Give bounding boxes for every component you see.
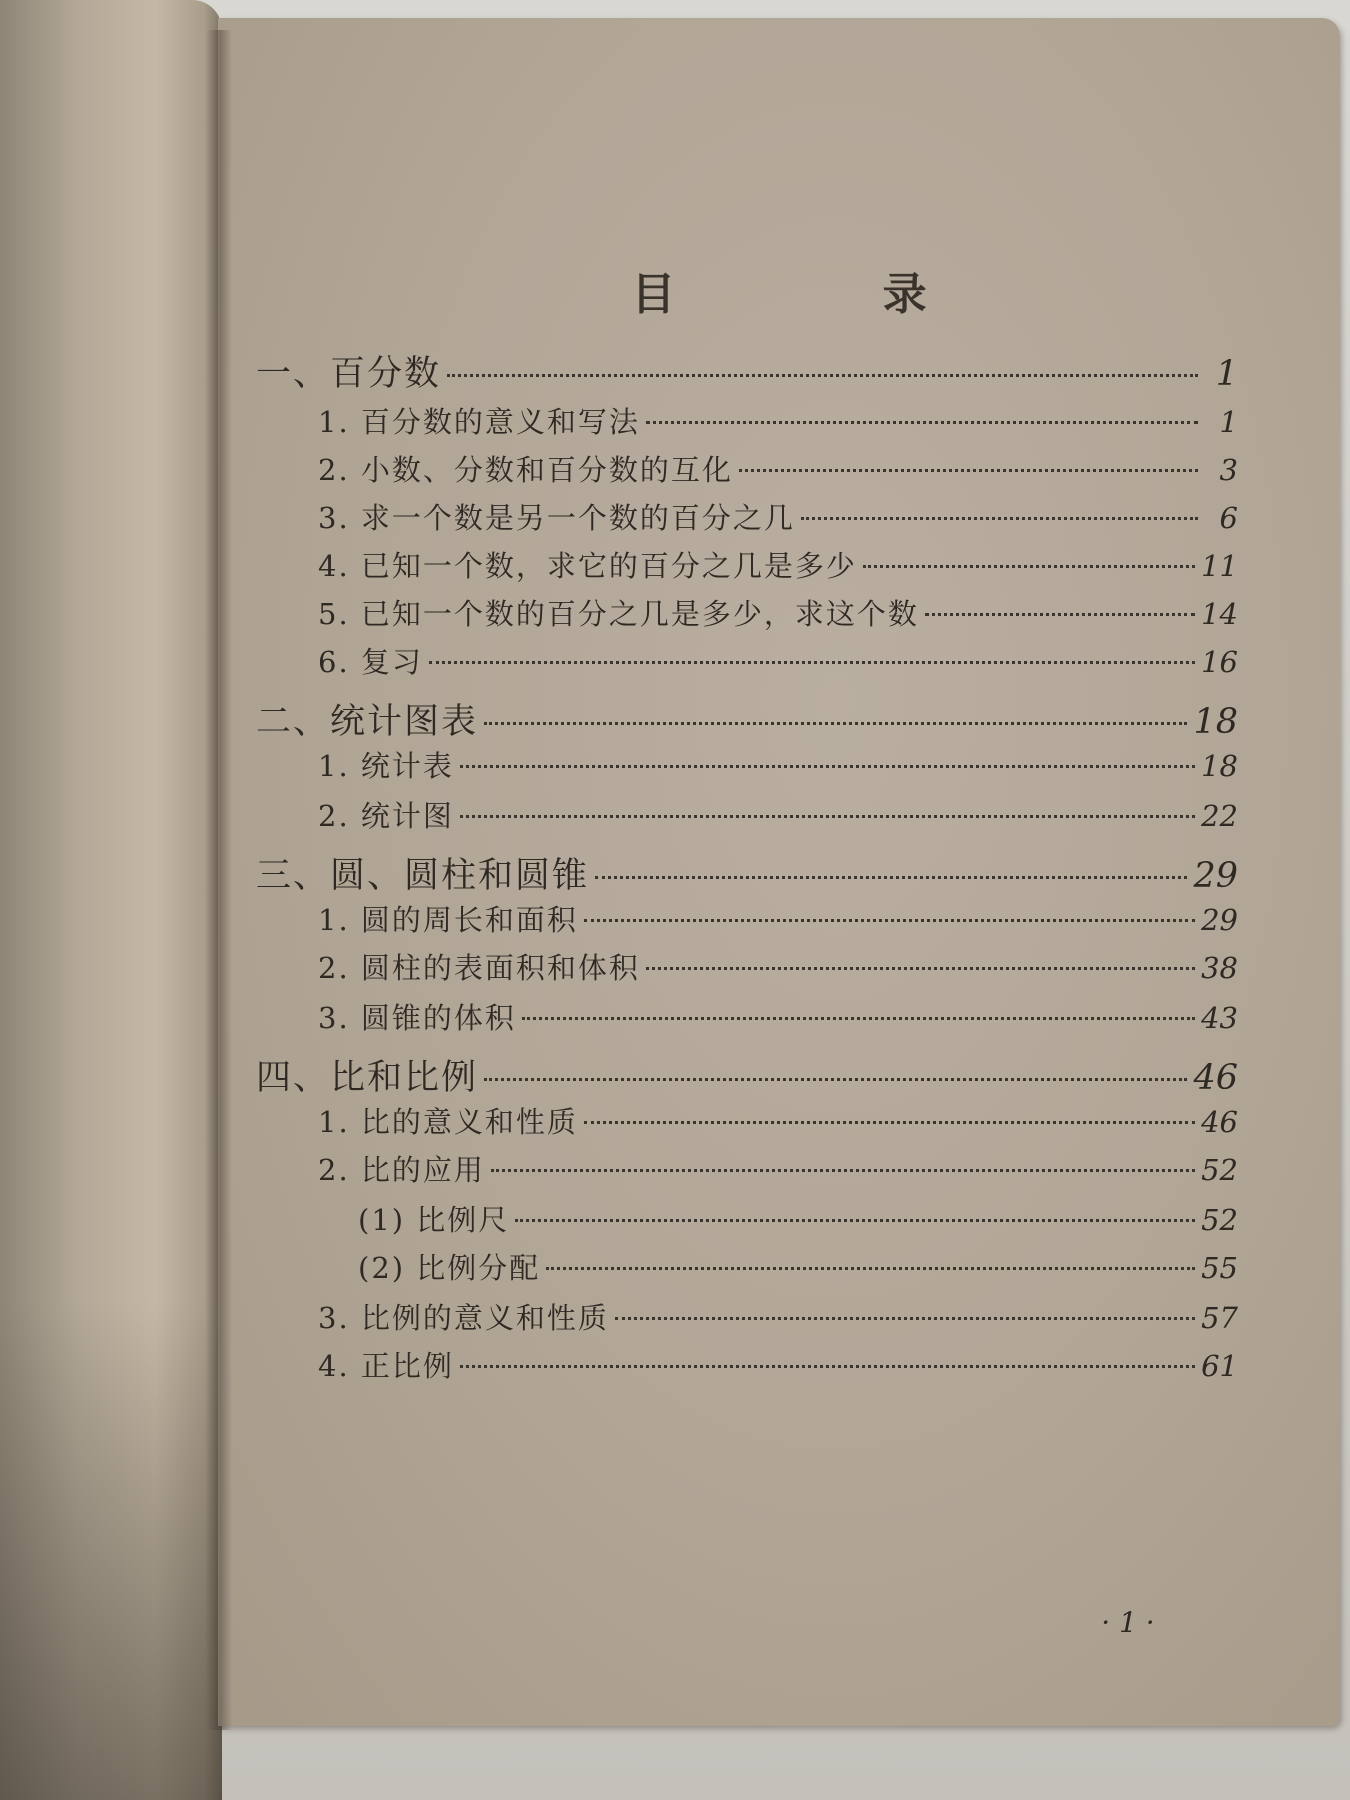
toc-dot-leader: [595, 876, 1187, 879]
toc-dot-leader: [925, 613, 1195, 616]
contents-page: [218, 18, 1340, 1726]
toc-entry-page: 1: [1219, 405, 1238, 439]
toc-entry-page: 57: [1201, 1301, 1238, 1335]
toc-dot-leader: [484, 722, 1187, 725]
toc-entry-label: 2. 比的应用: [318, 1153, 485, 1187]
toc-entry-page: 18: [1193, 702, 1238, 742]
toc-dot-leader: [863, 565, 1195, 568]
toc-entry-page: 61: [1201, 1349, 1238, 1383]
toc-dot-leader: [491, 1169, 1195, 1172]
toc-entry-page: 14: [1201, 597, 1238, 631]
toc-entry-page: 52: [1201, 1153, 1238, 1187]
toc-dot-leader: [801, 517, 1198, 520]
toc-section-entry: [318, 996, 1238, 1037]
toc-entry-label: 5. 已知一个数的百分之几是多少，求这个数: [318, 597, 919, 631]
toc-dot-leader: [584, 919, 1195, 922]
toc-entry-label: 二、统计图表: [256, 702, 479, 742]
page-title: 目 录: [631, 269, 1023, 320]
toc-entry-label: 1. 圆的周长和面积: [318, 903, 578, 937]
toc-entry-page: 22: [1201, 799, 1238, 833]
toc-entry-page: 29: [1201, 903, 1238, 937]
toc-section-entry: [318, 1148, 1238, 1189]
toc-dot-leader: [460, 815, 1195, 818]
toc-dot-leader: [515, 1219, 1195, 1222]
toc-entry-page: 43: [1201, 1001, 1238, 1035]
toc-dot-leader: [546, 1267, 1195, 1270]
toc-dot-leader: [739, 469, 1198, 472]
toc-section-entry: [318, 898, 1238, 939]
toc-entry-page: 55: [1201, 1251, 1238, 1285]
toc-dot-leader: [522, 1017, 1195, 1020]
toc-entry-page: 38: [1201, 951, 1238, 985]
toc-entry-page: 52: [1201, 1203, 1238, 1237]
toc-dot-leader: [615, 1317, 1195, 1320]
toc-entry-label: 4. 已知一个数，求它的百分之几是多少: [318, 549, 857, 583]
toc-entry-label: (2) 比例分配: [358, 1251, 541, 1285]
toc-entry-label: 一、百分数: [256, 354, 442, 394]
toc-entry-page: 46: [1201, 1105, 1238, 1139]
toc-entry-page: 6: [1219, 501, 1238, 535]
toc-section-entry: [318, 794, 1238, 835]
toc-entry-label: 3. 圆锥的体积: [318, 1001, 516, 1035]
toc-section-entry: [318, 496, 1238, 537]
toc-entry-label: (1) 比例尺: [358, 1203, 510, 1237]
toc-entry-label: 四、比和比例: [256, 1058, 479, 1098]
toc-entry-label: 4. 正比例: [318, 1349, 454, 1383]
toc-entry-page: 1: [1215, 354, 1238, 394]
toc-entry-label: 2. 小数、分数和百分数的互化: [318, 453, 733, 487]
toc-dot-leader: [460, 765, 1195, 768]
toc-section-entry: [318, 448, 1238, 489]
toc-section-entry: [318, 1344, 1238, 1385]
toc-entry-label: 三、圆、圆柱和圆锥: [256, 856, 590, 896]
toc-dot-leader: [646, 421, 1198, 424]
table-of-contents: [218, 18, 1340, 1726]
toc-chapter-entry: [256, 694, 1238, 744]
toc-entry-label: 1. 比的意义和性质: [318, 1105, 578, 1139]
toc-entry-label: 6. 复习: [318, 645, 423, 679]
toc-dot-leader: [429, 661, 1195, 664]
toc-dot-leader: [447, 374, 1198, 377]
toc-entry-page: 46: [1193, 1058, 1238, 1098]
toc-dot-leader: [484, 1078, 1187, 1081]
toc-entry-label: 2. 统计图: [318, 799, 454, 833]
toc-entry-label: 3. 比例的意义和性质: [318, 1301, 609, 1335]
toc-entry-page: 18: [1201, 749, 1238, 783]
left-page-shadow: [0, 1300, 222, 1800]
toc-entry-label: 1. 百分数的意义和写法: [318, 405, 640, 439]
toc-section-entry: [318, 592, 1238, 633]
toc-section-entry: [318, 400, 1238, 441]
toc-entry-page: 29: [1193, 856, 1238, 896]
book-gutter: [206, 30, 232, 1730]
toc-section-entry: [358, 1246, 1238, 1287]
toc-chapter-entry: [256, 346, 1238, 396]
toc-entry-label: 3. 求一个数是另一个数的百分之几: [318, 501, 795, 535]
page-number: · 1 ·: [1101, 1606, 1155, 1639]
toc-entry-label: 1. 统计表: [318, 749, 454, 783]
toc-entry-page: 11: [1201, 549, 1238, 583]
toc-dot-leader: [584, 1121, 1195, 1124]
toc-section-entry: [318, 1100, 1238, 1141]
toc-entry-page: 16: [1201, 645, 1238, 679]
toc-entry-page: 3: [1219, 453, 1238, 487]
toc-section-entry: [318, 640, 1238, 681]
toc-section-entry: [318, 544, 1238, 585]
toc-section-entry: [318, 744, 1238, 785]
toc-dot-leader: [646, 967, 1195, 970]
toc-section-entry: [318, 946, 1238, 987]
toc-section-entry: [318, 1296, 1238, 1337]
toc-dot-leader: [460, 1365, 1195, 1368]
toc-section-entry: [358, 1198, 1238, 1239]
toc-entry-label: 2. 圆柱的表面积和体积: [318, 951, 640, 985]
toc-chapter-entry: [256, 1050, 1238, 1100]
toc-chapter-entry: [256, 848, 1238, 898]
